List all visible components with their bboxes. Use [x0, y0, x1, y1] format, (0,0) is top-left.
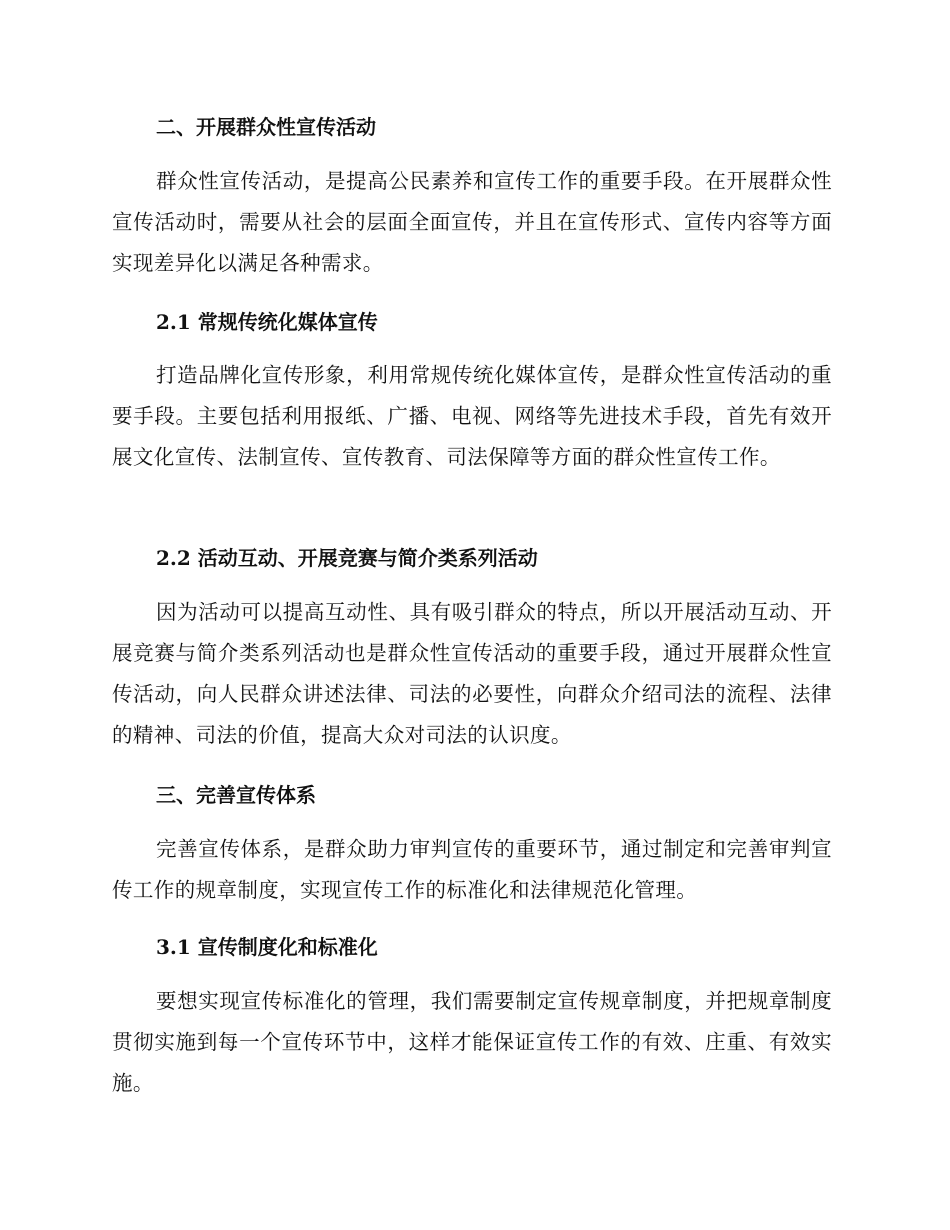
subsection-heading: 2.2 活动互动、开展竞赛与简介类系列活动: [156, 546, 538, 570]
subsection-heading: 3.1 宣传制度化和标准化: [156, 935, 378, 959]
section-paragraph: 打造品牌化宣传形象，利用常规传统化媒体宣传，是群众性宣传活动的重要手段。主要包括利用报纸、广播、电视、网络等先进技术手段，首先有效开展文化宣传、法制宣传、宣传教育、司法保障等方面的群众性宣传工作。: [112, 363, 832, 469]
section-heading: 二、开展群众性宣传活动: [156, 115, 376, 139]
section-paragraph: 要想实现宣传标准化的管理，我们需要制定宣传规章制度，并把规章制度贯彻实施到每一个宣传环节中，这样才能保证宣传工作的有效、庄重、有效实施。: [112, 989, 832, 1095]
subsection-heading: 2.1 常规传统化媒体宣传: [156, 310, 378, 334]
section-paragraph: 因为活动可以提高互动性、具有吸引群众的特点，所以开展活动互动、开展竞赛与简介类系列活动也是群众性宣传活动的重要手段，通过开展群众性宣传活动，向人民群众讲述法律、司法的必要性，向群众介绍司法的流程、法律的精神、司法的价值，提高大众对司法的认识度。: [112, 600, 832, 747]
section-paragraph: 群众性宣传活动，是提高公民素养和宣传工作的重要手段。在开展群众性宣传活动时，需要从社会的层面全面宣传，并且在宣传形式、宣传内容等方面实现差异化以满足各种需求。: [112, 169, 832, 275]
section-paragraph: 完善宣传体系，是群众助力审判宣传的重要环节，通过制定和完善审判宣传工作的规章制度，实现宣传工作的标准化和法律规范化管理。: [112, 837, 832, 902]
section-heading: 三、完善宣传体系: [156, 783, 316, 807]
